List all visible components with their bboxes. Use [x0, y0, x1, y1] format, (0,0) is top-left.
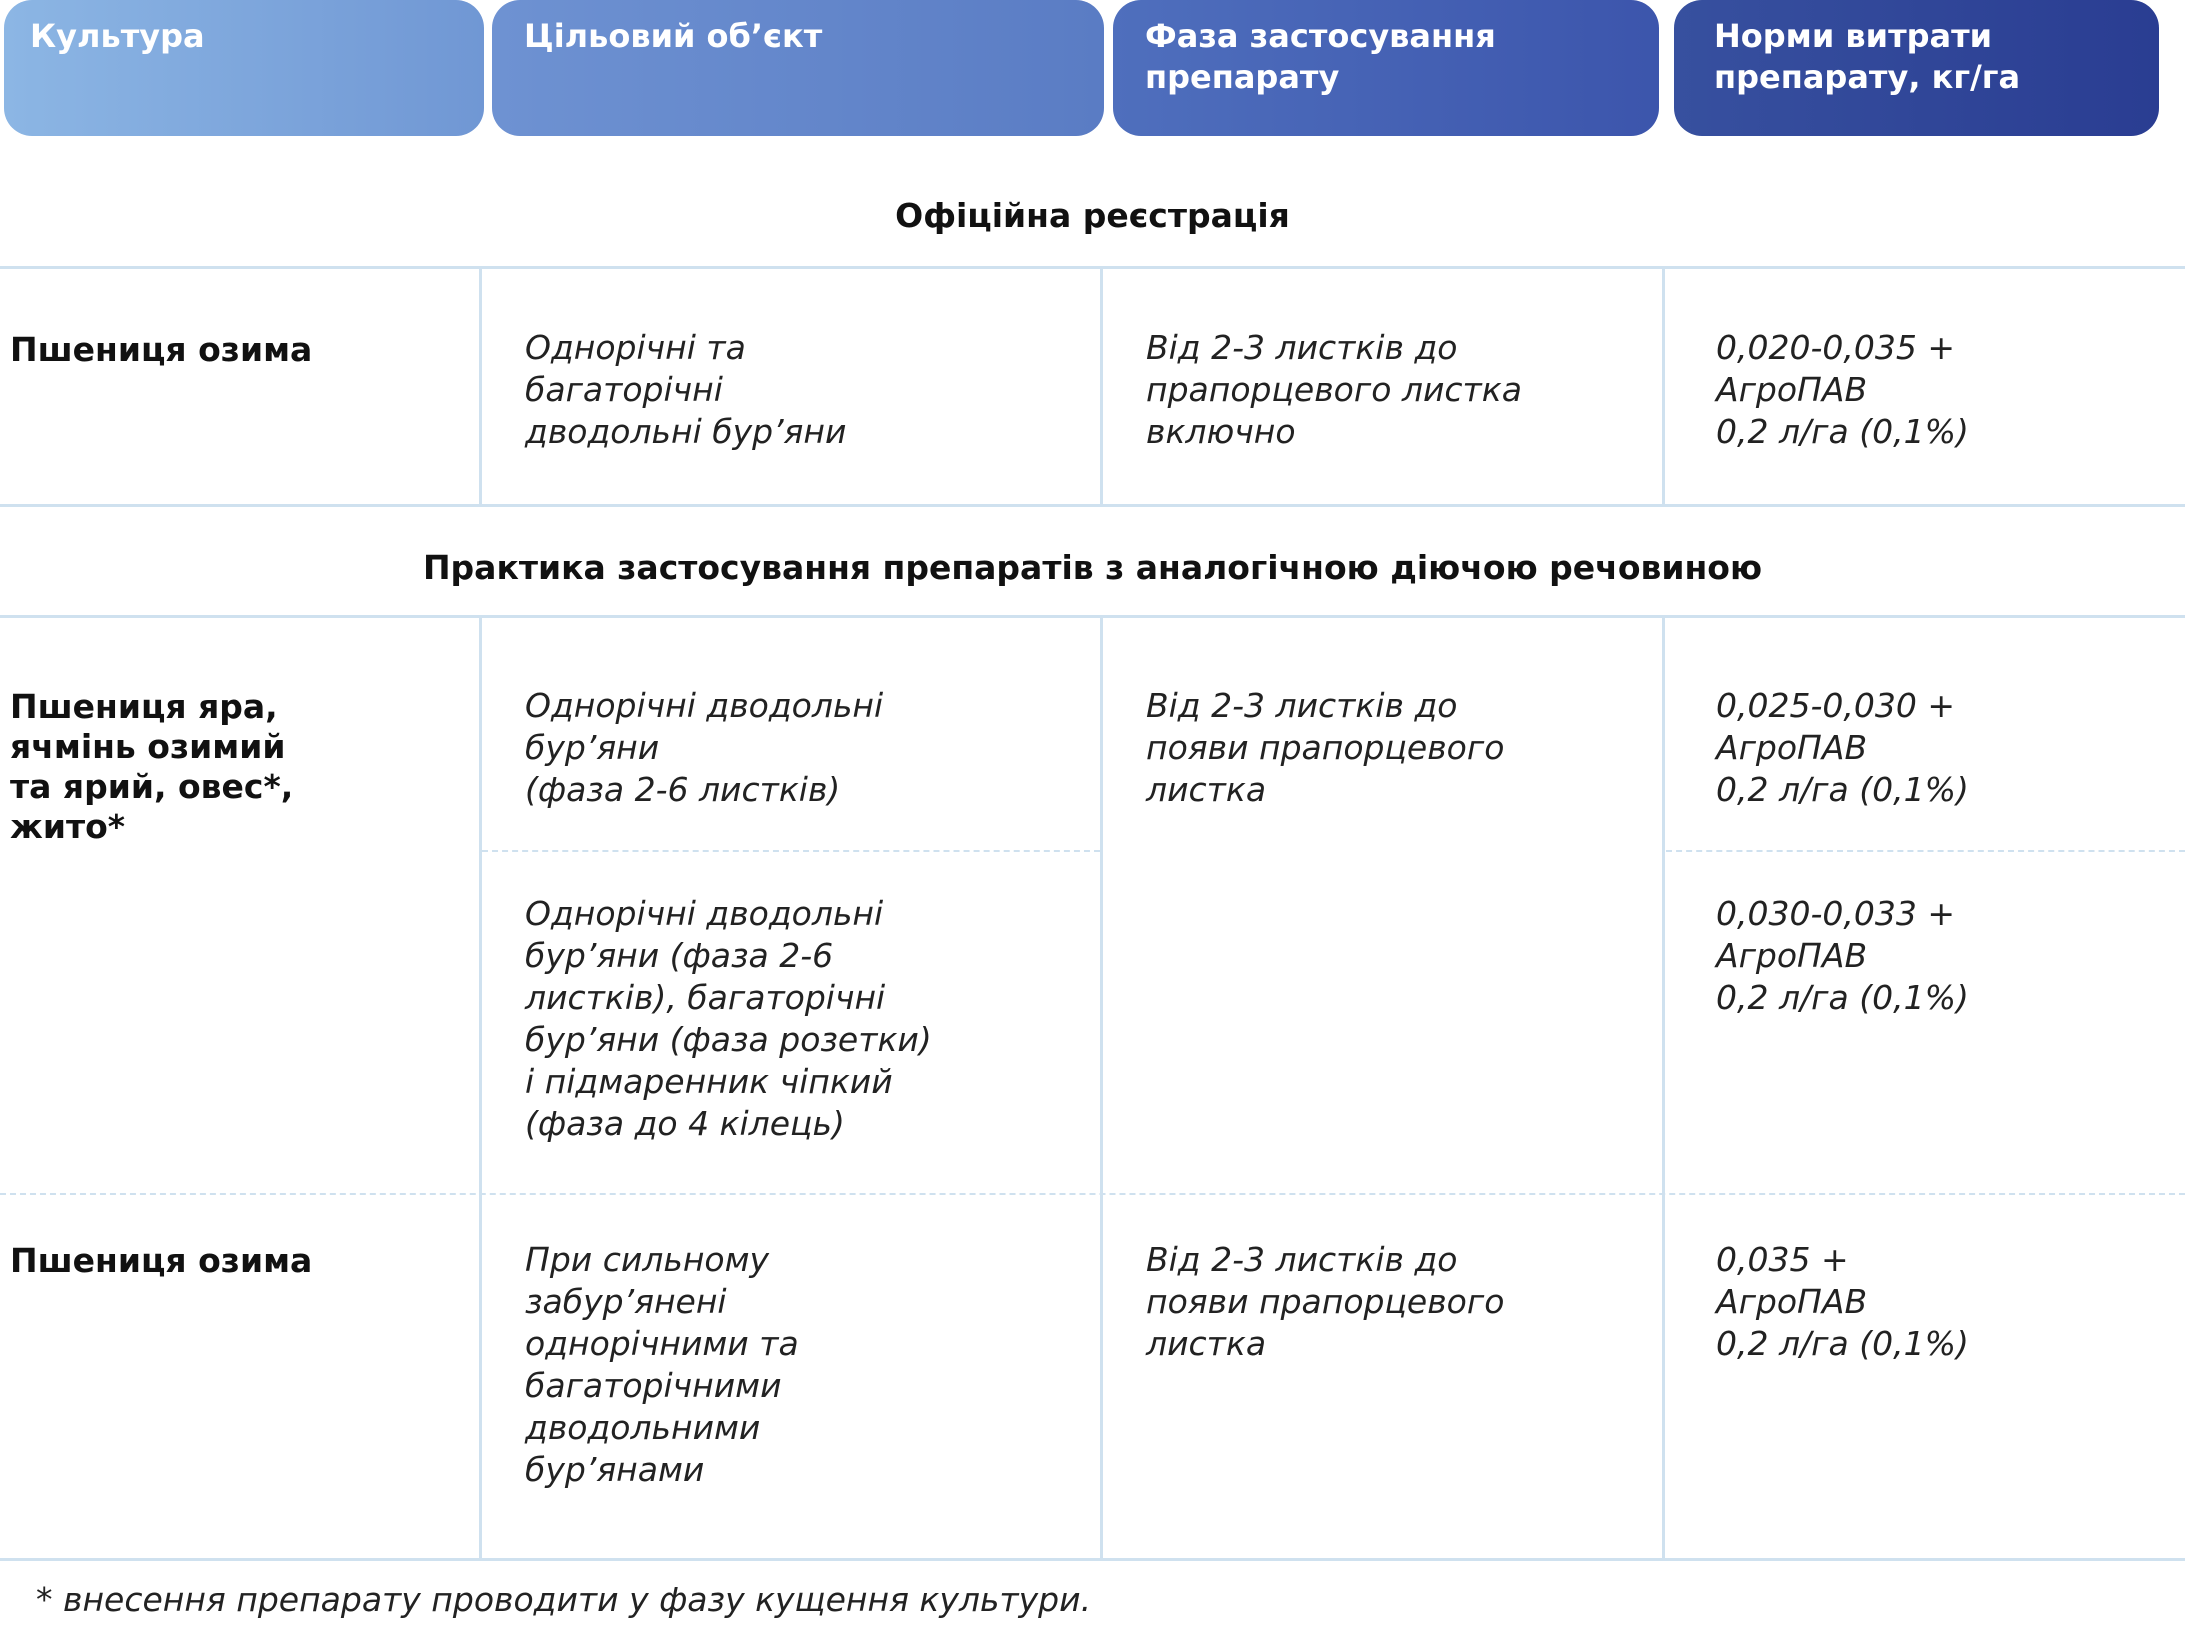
text-line: багаторічними: [525, 1366, 782, 1405]
section-title-practice: Практика застосування препаратів з аналогічною діючою речовиною: [422, 548, 1763, 587]
row-divider-dashed: [0, 1193, 2185, 1195]
text-line: бур’яни (фаза 2-6: [525, 936, 834, 975]
column-divider: [1100, 617, 1103, 1558]
text-line: Пшениця озима: [10, 1241, 313, 1280]
text-line: появи прапорцевого: [1146, 1282, 1505, 1321]
subrow-divider-dashed: [1666, 850, 2185, 852]
row2-phase: [1146, 685, 1504, 811]
footnote: * внесення препарату проводити у фазу кущення культури.: [36, 1580, 1092, 1619]
header-text-line: препарату, кг/га: [1714, 58, 2021, 96]
text-line: Від 2-3 листків до: [1146, 686, 1458, 725]
row-divider: [0, 266, 2185, 269]
row1-rate: [1716, 327, 1969, 453]
row1-target: [525, 327, 846, 453]
row3-target: [525, 1239, 799, 1491]
text-line: 0,030-0,033 +: [1716, 894, 1955, 933]
text-line: (фаза 2-6 листків): [525, 770, 841, 809]
text-line: Пшениця яра,: [10, 687, 278, 726]
text-line: 0,2 л/га (0,1%): [1716, 978, 1969, 1017]
text-line: прапорцевого листка: [1146, 370, 1522, 409]
text-line: дводольні бур’яни: [525, 412, 847, 451]
row-divider: [0, 1558, 2185, 1561]
row-divider: [0, 504, 2185, 507]
header-text-line: Фаза застосування: [1145, 17, 1496, 55]
row2-target-a: [525, 685, 883, 811]
text-line: листка: [1146, 1324, 1267, 1363]
header-text-line: препарату: [1145, 58, 1340, 96]
text-line: 0,2 л/га (0,1%): [1716, 770, 1969, 809]
text-line: жито*: [10, 807, 126, 846]
text-line: появи прапорцевого: [1146, 728, 1505, 767]
text-line: При сильному: [525, 1240, 770, 1279]
text-line: Однорічні та: [525, 328, 746, 367]
row1-crop: [10, 330, 312, 370]
column-divider: [479, 617, 482, 1558]
subrow-divider-dashed: [482, 850, 1100, 852]
row3-rate: [1716, 1239, 1969, 1365]
column-header-target: [492, 0, 1104, 136]
header-text-line: Норми витрати: [1714, 17, 1993, 55]
text-line: 0,020-0,035 +: [1716, 328, 1955, 367]
text-line: ячмінь озимий: [10, 727, 286, 766]
text-line: 0,025-0,030 +: [1716, 686, 1955, 725]
column-divider: [1100, 268, 1103, 504]
text-line: АгроПАВ: [1716, 370, 1868, 409]
row2-target-b: [525, 893, 932, 1145]
column-divider: [1662, 268, 1665, 504]
text-line: забур’янені: [525, 1282, 727, 1321]
text-line: (фаза до 4 кілець): [525, 1104, 845, 1143]
column-divider: [1662, 617, 1665, 1558]
text-line: включно: [1146, 412, 1296, 451]
section-title-official: Офіційна реєстрація: [895, 196, 1290, 235]
text-line: бур’янами: [525, 1450, 705, 1489]
text-line: і підмаренник чіпкий: [525, 1062, 893, 1101]
text-line: АгроПАВ: [1716, 936, 1868, 975]
column-header-rate: [1674, 0, 2159, 136]
text-line: Від 2-3 листків до: [1146, 328, 1458, 367]
row3-crop: [10, 1241, 312, 1281]
row-divider: [0, 615, 2185, 618]
text-line: Пшениця озима: [10, 330, 313, 369]
text-line: листка: [1146, 770, 1267, 809]
text-line: АгроПАВ: [1716, 1282, 1868, 1321]
text-line: бур’яни: [525, 728, 660, 767]
row2-rate-a: [1716, 685, 1969, 811]
column-header-phase: [1113, 0, 1659, 136]
column-header-culture: [4, 0, 484, 136]
text-line: 0,035 +: [1716, 1240, 1849, 1279]
text-line: та ярий, овес*,: [10, 767, 294, 806]
text-line: бур’яни (фаза розетки): [525, 1020, 932, 1059]
text-line: Від 2-3 листків до: [1146, 1240, 1458, 1279]
text-line: АгроПАВ: [1716, 728, 1868, 767]
row3-phase: [1146, 1239, 1504, 1365]
row2-crop: [10, 687, 293, 847]
text-line: дводольними: [525, 1408, 761, 1447]
text-line: однорічними та: [525, 1324, 799, 1363]
text-line: 0,2 л/га (0,1%): [1716, 412, 1969, 451]
text-line: листків), багаторічні: [525, 978, 886, 1017]
text-line: багаторічні: [525, 370, 723, 409]
header-text: Культура: [30, 17, 205, 55]
header-text: Цільовий об’єкт: [524, 17, 823, 55]
column-divider: [479, 268, 482, 504]
text-line: Однорічні дводольні: [525, 894, 884, 933]
text-line: Однорічні дводольні: [525, 686, 884, 725]
text-line: 0,2 л/га (0,1%): [1716, 1324, 1969, 1363]
row2-rate-b: [1716, 893, 1969, 1019]
row1-phase: [1146, 327, 1522, 453]
